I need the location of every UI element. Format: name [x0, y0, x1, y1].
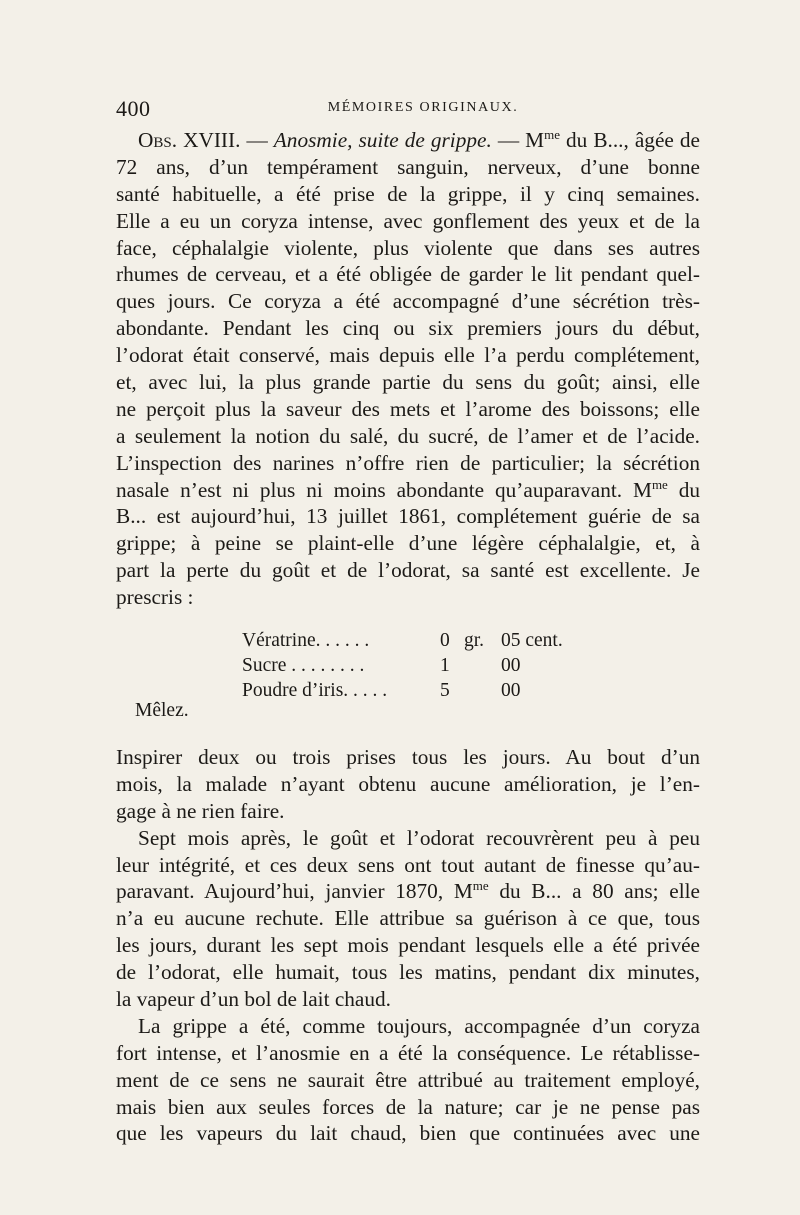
ingredient-name: Sucre . . . . . . . . — [242, 655, 365, 676]
ingredient-decimal: 00 — [501, 655, 521, 676]
text-line: n’a eu aucune rechute. Elle attribue sa guérison à ce que, tous — [116, 906, 700, 931]
observation-paragraph — [116, 127, 700, 611]
running-title: MÉMOIRES ORIGINAUX. — [327, 100, 519, 115]
observation-title: Anosmie, suite de grippe. — [273, 128, 492, 152]
prescription-row — [242, 678, 602, 703]
text-line: ment de ce sens ne saurait être attribué au traitement employé, — [116, 1067, 700, 1092]
text-line — [116, 477, 700, 504]
melez-instruction: Mêlez. — [135, 700, 189, 721]
line-part: du B... a 80 ans; elle — [488, 879, 700, 904]
ingredient-decimal: 05 cent. — [501, 630, 563, 651]
text-line: Inspirer deux ou trois prises tous les jours. Au bout d’un — [116, 745, 700, 769]
text-line: Elle a eu un coryza intense, avec gonflement des yeux et de la — [116, 208, 700, 233]
ingredient-unit: gr. — [464, 630, 485, 651]
text-line: ne perçoit plus la saveur des mets et l’arome des boissons; elle — [116, 396, 700, 421]
text-line: fort intense, et l’anosmie en a été la conséquence. Le rétablisse- — [116, 1040, 700, 1065]
line-part: nasale n’est ni plus ni moins abondante qu’auparavant. M — [116, 477, 652, 502]
text-line: prescris : — [116, 585, 194, 610]
continuation-paragraphs — [116, 744, 700, 1147]
text-line: B... est aujourd’hui, 13 juillet 1861, complétement guérie de sa — [116, 504, 700, 529]
ingredient-quantity: 1 — [440, 655, 450, 676]
ingredient-decimal: 00 — [501, 680, 521, 701]
mme-superscript: me — [651, 476, 668, 492]
text-line: mois, la malade n’ayant obtenu aucune amélioration, je l’en- — [116, 771, 700, 796]
ingredient-quantity: 5 — [440, 680, 450, 701]
line-rest: du B..., âgée de — [559, 128, 700, 152]
text-line: mais bien aux seules forces de la nature; car je ne pense pas — [116, 1094, 700, 1119]
text-line: L’inspection des narines n’offre rien de particulier; la sécrétion — [116, 450, 700, 475]
text-line: Sept mois après, le goût et l’odorat recouvrèrent peu à peu — [138, 825, 700, 850]
line-part: du — [667, 477, 701, 502]
mme-prefix: — M — [491, 128, 545, 152]
text-line: gage à ne rien faire. — [116, 798, 285, 823]
text-line: a seulement la notion du salé, du sucré, de l’amer et de l’acide. — [116, 423, 700, 448]
text-line: part la perte du goût et de l’odorat, sa santé est excellente. Je — [116, 558, 700, 583]
text-line: de l’odorat, elle humait, tous les matins, pendant dix minutes, — [116, 960, 700, 985]
text-line: que les vapeurs du lait chaud, bien que continuées avec une — [116, 1121, 700, 1146]
text-line: la vapeur d’un bol de lait chaud. — [116, 987, 391, 1012]
text-line: grippe; à peine se plaint-elle d’une légère céphalalgie, et, à — [116, 531, 700, 556]
title-dash: — — [240, 128, 274, 152]
prescription-table — [242, 628, 602, 703]
text-line: et, avec lui, la plus grande partie du sens du goût; ainsi, elle — [116, 370, 700, 395]
text-line: ques jours. Ce coryza a été accompagné d’une sécrétion très- — [116, 289, 700, 314]
text-line: leur intégrité, et ces deux sens ont tout autant de finesse qu’au- — [116, 852, 700, 877]
page-header — [116, 96, 700, 126]
ingredient-name: Poudre d’iris. . . . . — [242, 680, 388, 701]
text-line: abondante. Pendant les cinq ou six premiers jours du début, — [116, 316, 700, 341]
text-line: 72 ans, d’un tempérament sanguin, nerveux, d’une bonne — [116, 154, 700, 179]
text-line: La grippe a été, comme toujours, accompagnée d’un coryza — [138, 1013, 700, 1038]
mme-superscript: me — [544, 127, 560, 142]
text-line — [116, 127, 700, 154]
line-part: paravant. Aujourd’hui, janvier 1870, M — [116, 879, 473, 904]
observation-label: Obs. XVIII. — [138, 128, 241, 152]
text-line — [116, 878, 700, 905]
page-number: 400 — [116, 96, 151, 121]
text-line: face, céphalalgie violente, plus violente que dans ses autres — [116, 235, 700, 260]
text-line: santé habituelle, a été prise de la grippe, il y cinq semaines. — [116, 181, 700, 206]
text-line: rhumes de cerveau, et a été obligée de garder le lit pendant quel- — [116, 262, 700, 287]
prescription-row — [242, 653, 602, 678]
text-line: l’odorat était conservé, mais depuis elle l’a perdu complétement, — [116, 343, 700, 368]
text-line: les jours, durant les sept mois pendant lesquels elle a été privée — [116, 933, 700, 958]
mme-superscript: me — [472, 878, 489, 894]
ingredient-quantity: 0 — [440, 630, 450, 651]
prescription-row — [242, 628, 602, 653]
ingredient-name: Vératrine. . . . . . — [242, 630, 370, 651]
